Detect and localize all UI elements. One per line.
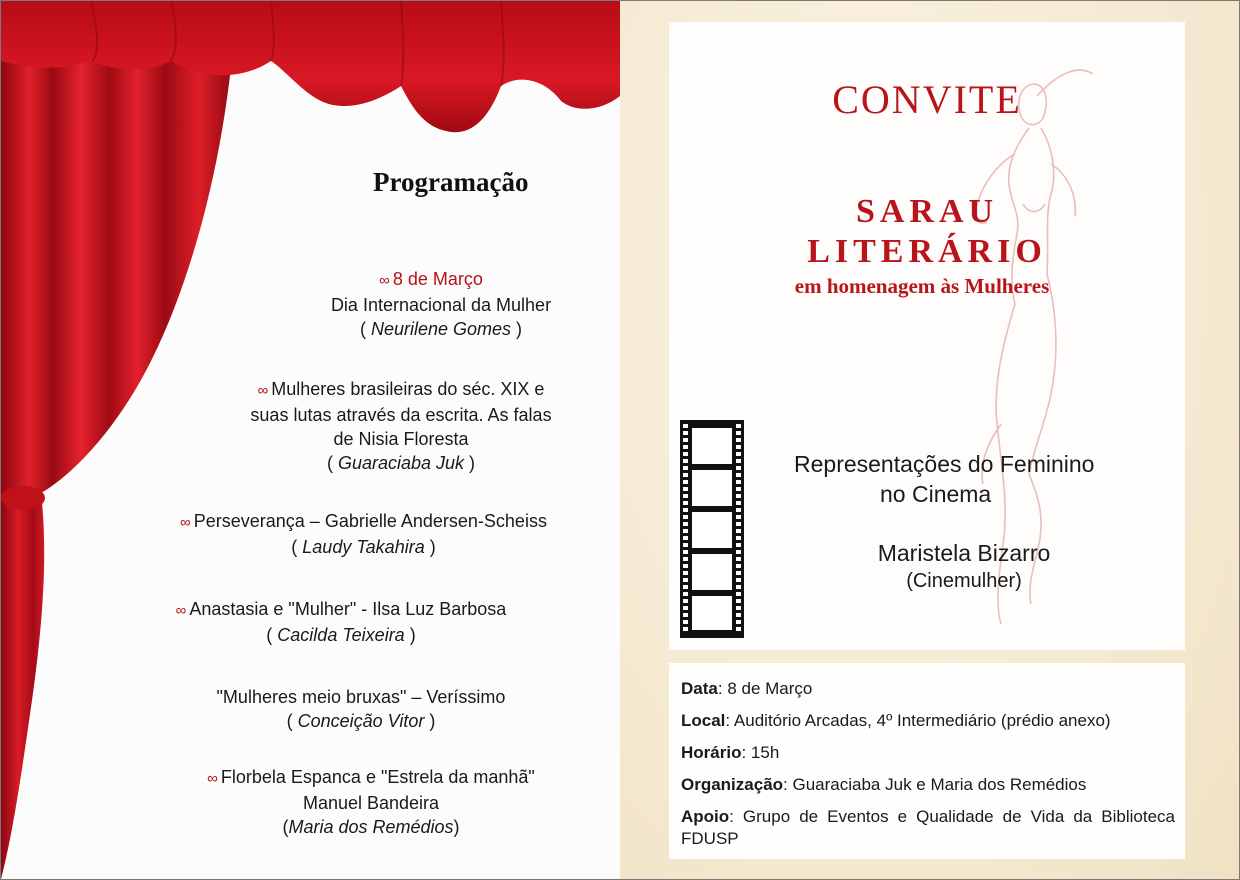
- detail-label: Horário: [681, 743, 742, 762]
- program-item-author: Conceição Vitor: [297, 711, 425, 731]
- program-item-3: ∞ Perseverança – Gabrielle Andersen-Scheiss ( Laudy Takahira ): [180, 511, 547, 557]
- program-item-title: Anastasia e "Mulher" - Ilsa Luz Barbosa: [189, 599, 507, 619]
- program-item-title: Dia Internacional da Mulher: [330, 295, 552, 315]
- film-strip-icon: [680, 420, 744, 638]
- detail-label: Local: [681, 711, 726, 730]
- program-item-title: "Mulheres meio bruxas" – Veríssimo: [216, 687, 506, 707]
- program-item-5: "Mulheres meio bruxas" – Veríssimo ( Conceição Vitor ): [161, 685, 561, 733]
- infinity-icon: ∞: [180, 514, 191, 531]
- program-item-author: Cacilda Teixeira: [277, 625, 405, 645]
- program-item-6: ∞ Florbela Espanca e "Estrela da manhã" Manuel Bandeira (Maria dos Remédios): [161, 765, 581, 839]
- program-item-1: ∞ 8 de Março Dia Internacional da Mulher ( Neurilene Gomes ): [291, 267, 591, 341]
- program-panel: [1, 1, 620, 879]
- program-date: 8 de Março: [392, 269, 483, 289]
- program-item-title: Florbela Espanca e "Estrela da manhã": [220, 767, 535, 787]
- detail-date: Data: 8 de Março: [681, 679, 813, 698]
- lecture-title: [779, 449, 1149, 509]
- lecture-title-line2: no Cinema: [880, 481, 992, 507]
- detail-label: Data: [681, 679, 718, 698]
- detail-value: Auditório Arcadas, 4º Intermediário (prédio anexo): [733, 711, 1111, 730]
- detail-value: 8 de Março: [727, 679, 813, 698]
- detail-location: Local: Auditório Arcadas, 4º Intermediário (prédio anexo): [681, 711, 1111, 730]
- detail-value: Guaraciaba Juk e Maria dos Remédios: [792, 775, 1087, 794]
- detail-organization: Organização: Guaraciaba Juk e Maria dos Remédios: [681, 775, 1087, 794]
- program-item-title-line3: de Nisia Floresta: [333, 429, 469, 449]
- detail-time: Horário: 15h: [681, 743, 780, 762]
- detail-support: Apoio: Grupo de Eventos e Qualidade de Vida da Biblioteca FDUSP: [681, 807, 1175, 848]
- detail-value: 15h: [750, 743, 780, 762]
- event-details-card: [669, 663, 1185, 859]
- program-item-title-line2: suas lutas através da escrita. As falas: [250, 405, 552, 425]
- program-item-author: Maria dos Remédios: [288, 817, 454, 837]
- program-title: Programação: [373, 167, 529, 197]
- invitation-heading: CONVITE: [832, 77, 1022, 122]
- event-subtitle: em homenagem às Mulheres: [794, 274, 1050, 298]
- speaker-organization: (Cinemulher): [906, 570, 1022, 592]
- detail-value: Grupo de Eventos e Qualidade de Vida da Biblioteca FDUSP: [681, 807, 1175, 848]
- speaker-block: [819, 539, 1109, 595]
- speaker-name: Maristela Bizarro: [877, 540, 1051, 566]
- detail-label: Apoio: [681, 807, 730, 826]
- infinity-icon: ∞: [207, 770, 218, 787]
- detail-label: Organização: [681, 775, 784, 794]
- program-item-title: Perseverança – Gabrielle Andersen-Scheiss: [193, 511, 547, 531]
- infinity-icon: ∞: [175, 602, 187, 619]
- invitation-card: [669, 22, 1185, 650]
- invitation-panel: [620, 1, 1239, 879]
- event-title: [669, 192, 1185, 272]
- program-item-2: ∞ Mulheres brasileiras do séc. XIX e suas lutas através da escrita. As falas de Nisia Floresta ( Guaraciaba Juk ): [201, 377, 601, 475]
- lecture-title-line1: Representações do Feminino: [794, 451, 1095, 477]
- program-item-author: Neurilene Gomes: [370, 319, 512, 339]
- program-item-title: Mulheres brasileiras do séc. XIX e: [271, 379, 545, 399]
- event-title-line2: LITERÁRIO: [807, 233, 1047, 270]
- program-item-author: Guaraciaba Juk: [337, 453, 465, 473]
- infinity-icon: ∞: [379, 272, 390, 289]
- program-item-author: Laudy Takahira: [302, 537, 425, 557]
- infinity-icon: ∞: [257, 382, 269, 399]
- program-item-4: ∞ Anastasia e "Mulher" - Ilsa Luz Barbosa ( Cacilda Teixeira ): [175, 599, 507, 645]
- program-item-title-line2: Manuel Bandeira: [302, 793, 440, 813]
- event-title-line1: SARAU: [855, 193, 999, 230]
